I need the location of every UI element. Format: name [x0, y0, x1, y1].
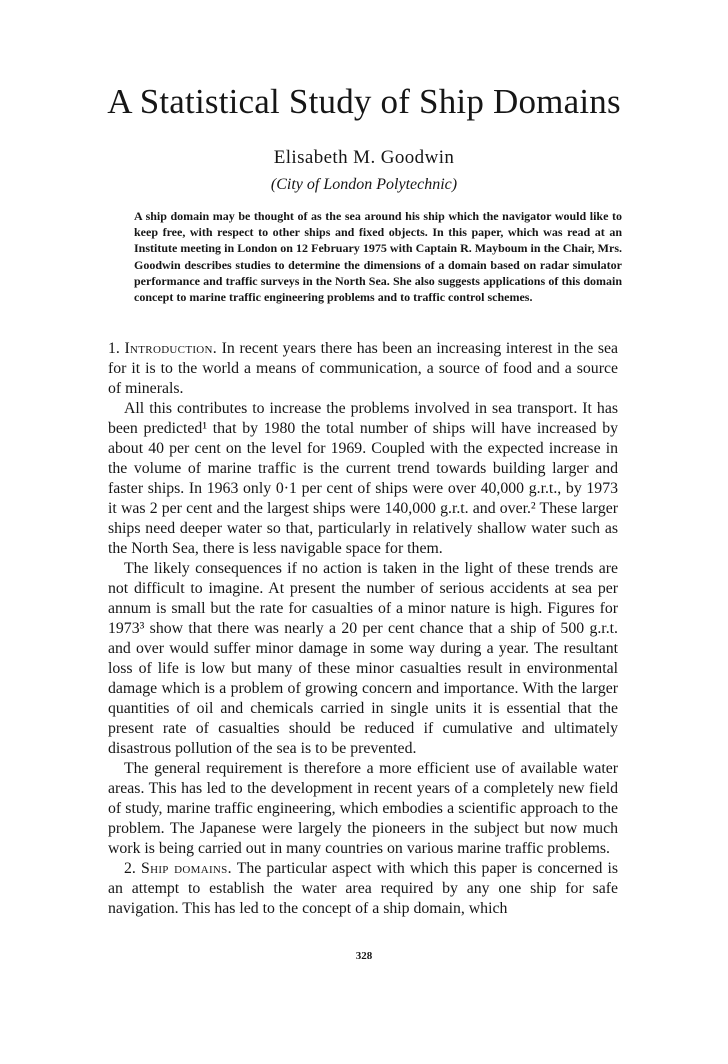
page-number: 328 — [355, 950, 373, 962]
paragraph: The general requirement is therefore a more efficient use of available water areas. This has led to the development in recent years of a completely new field of study, marine traffic engineering, which embodies a scientific approach to the problem. The Japanese were largely the pioneers in the subject but now much work is being carried out in many countries on various marine traffic problems. — [108, 760, 618, 857]
paragraph: All this contributes to increase the problems involved in sea transport. It has been predicted¹ that by 1980 the total number of ships will have increased by about 40 per cent on the level for 1969. Coupled with the expected increase in the volume of marine traffic is the current trend towards building larger and faster ships. In 1963 only 0·1 per cent of ships were over 40,000 g.r.t., by 1973 it was 2 per cent and the largest ships were 140,000 g.r.t. and over.² These larger ships need deeper water so that, particularly in relatively shallow water such as the North Sea, there is less navigable space for them. — [108, 400, 618, 557]
paragraph-introduction — [108, 339, 618, 399]
body-text — [108, 339, 618, 919]
abstract: A ship domain may be thought of as the sea around his ship which the navigator would like to keep free, with respect to other ships and fixed objects. In this paper, which was read at an Institute meeting in London on 12 February 1975 with Captain R. Mayboum in the Chair, Mrs. Goodwin describes studies to determine the dimensions of a domain based on radar simulator performance and traffic surveys in the North Sea. She also suggests applications of this domain concept to marine traffic engineering problems and to traffic control schemes. — [134, 209, 622, 305]
author-name: Elisabeth M. Goodwin — [273, 147, 455, 168]
paper-title: A Statistical Study of Ship Domains — [107, 82, 621, 121]
author-affiliation: (City of London Polytechnic) — [270, 176, 458, 193]
section-number: 1. — [108, 340, 120, 357]
section-heading-ship-domains: Ship domains. — [141, 860, 232, 877]
paragraph: The likely consequences if no action is taken in the light of these trends are not difficult to imagine. At present the number of serious accidents at sea per annum is small but the rate for casualties of a minor nature is high. Figures for 1973³ show that there was nearly a 20 per cent chance that a ship of 500 g.r.t. and over would suffer minor damage in some way during a year. The resultant loss of life is low but many of these minor casualties result in environmental damage which is a problem of growing concern and importance. With the larger quantities of oil and chemicals carried in single units it is essential that the present rate of casualties should be reduced if cumulative and ultimately disastrous pollution of the sea is to be prevented. — [108, 560, 618, 757]
section-lead-text: In recent years there has been an increasing interest in the sea for it is to the world a means of communication, a source of food and a source of minerals. — [108, 340, 619, 397]
section-lead-text: The particular aspect with which this paper is concerned is an attempt to establish the water area required by any one ship for safe navigation. This has led to the concept of a ship domain, which — [108, 860, 619, 917]
paragraph-ship-domains — [108, 859, 618, 919]
section-number: 2. — [124, 860, 136, 877]
section-heading-introduction: Introduction. — [124, 340, 218, 357]
